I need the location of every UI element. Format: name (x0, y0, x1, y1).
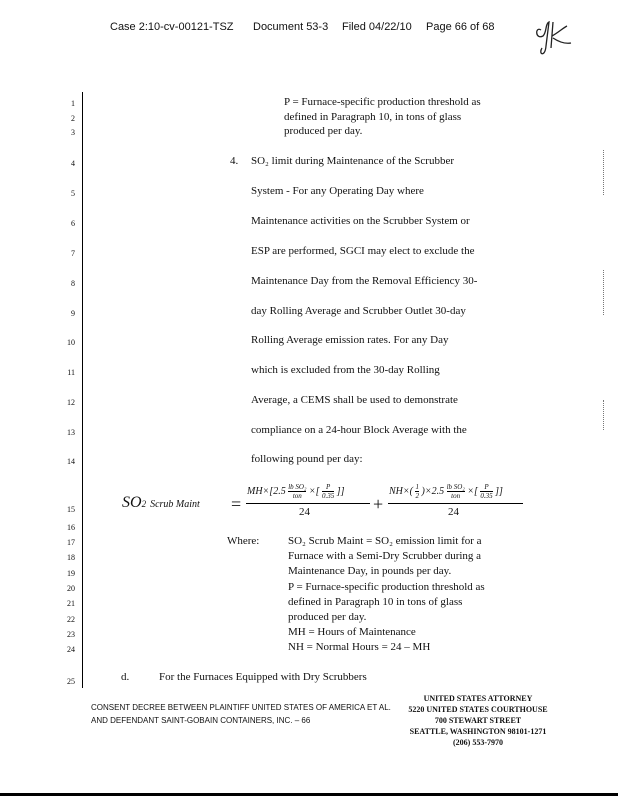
term1-pden: 0.35 (322, 492, 335, 500)
term1-frac-num: lb SO₂ (288, 483, 307, 491)
attorney-address (408, 693, 548, 748)
line-number: 15 (67, 505, 75, 514)
where-line: P = Furnace-specific production threshold as (288, 581, 485, 593)
item-number: 4. (230, 155, 239, 167)
line-number: 20 (67, 584, 75, 593)
where-line: Maintenance Day, in pounds per day. (288, 565, 452, 577)
term2-frac-num: lb SO₂ (446, 483, 465, 491)
term2-p: P (480, 483, 492, 492)
line-number: 1 (71, 99, 75, 108)
footer-caption-line: CONSENT DECREE BETWEEN PLAINTIFF UNITED STATES OF AMERICA ET AL. (91, 703, 391, 712)
term1-denominator: 24 (299, 506, 310, 518)
line-number: 14 (67, 457, 75, 466)
equation-lhs-main: SO (122, 494, 142, 511)
term1-numerator (247, 483, 345, 500)
body-line: Maintenance activities on the Scrubber System or (251, 215, 470, 227)
body-line: produced per day. (284, 125, 363, 137)
equation-equals: = (231, 494, 242, 514)
equation-plus: + (373, 494, 384, 514)
body-line: which is excluded from the 30-day Rolling (251, 364, 440, 376)
term2-times: ×[ (467, 485, 478, 497)
where-line: produced per day. (288, 611, 367, 623)
handwritten-initials (533, 18, 575, 64)
line-number: 18 (67, 553, 75, 562)
where-line: SO₂ Scrub Maint = SO₂ emission limit for a (288, 535, 482, 547)
line-number: 2 (71, 114, 75, 123)
line-number: 25 (67, 677, 75, 686)
line-number: 4 (71, 159, 75, 168)
line-number: 21 (67, 599, 75, 608)
page-indicator: Page 66 of 68 (426, 21, 495, 33)
case-number: Case 2:10-cv-00121-TSZ (110, 21, 234, 33)
term2-num-text: NH×( (389, 485, 413, 497)
line-number: 10 (67, 338, 75, 347)
footer-caption (91, 701, 391, 727)
line-number: 6 (71, 219, 75, 228)
term2-frac-den: ton (451, 492, 461, 500)
term1-close: ]] (336, 485, 345, 497)
line-number: 16 (67, 523, 75, 532)
attorney-line: UNITED STATES ATTORNEY (423, 694, 533, 703)
where-line: Furnace with a Semi-Dry Scrubber during a (288, 550, 482, 562)
term2-numerator (389, 483, 503, 500)
term2-fraction-bar (388, 503, 523, 504)
body-line: compliance on a 24-hour Block Average with the (251, 424, 467, 436)
term1-num-text: MH×[2.5 (247, 485, 286, 497)
document-number: Document 53-3 (253, 21, 329, 33)
line-number: 12 (67, 398, 75, 407)
line-number: 22 (67, 615, 75, 624)
scan-artifact (603, 270, 605, 315)
margin-rule (82, 92, 83, 688)
term2-half-num: 1 (415, 483, 419, 491)
footer-caption-line: AND DEFENDANT SAINT-GOBAIN CONTAINERS, INC. – 66 (91, 716, 311, 725)
scan-artifact (603, 400, 605, 430)
where-line: NH = Normal Hours = 24 – MH (288, 641, 431, 653)
body-line: Rolling Average emission rates. For any Day (251, 334, 449, 346)
term2-close: ]] (495, 485, 503, 497)
line-number: 11 (67, 368, 75, 377)
body-line: following pound per day: (251, 453, 363, 465)
term1-fraction-bar (246, 503, 370, 504)
scan-edge (0, 793, 618, 796)
body-line: Maintenance Day from the Removal Efficiency 30- (251, 275, 478, 287)
term1-frac-den: ton (292, 492, 302, 500)
line-number: 5 (71, 189, 75, 198)
body-line: day Rolling Average and Scrubber Outlet 30-day (251, 305, 466, 317)
body-line: ESP are performed, SGCI may elect to exclude the (251, 245, 475, 257)
line-number: 23 (67, 630, 75, 639)
term1-times: ×[ (308, 485, 320, 497)
line-number: 3 (71, 128, 75, 137)
line-number: 9 (71, 309, 75, 318)
line-number: 13 (67, 428, 75, 437)
line-number: 7 (71, 249, 75, 258)
line-number: 17 (67, 538, 75, 547)
line-number: 24 (67, 645, 75, 654)
attorney-line: 700 STEWART STREET (434, 716, 522, 725)
body-line: P = Furnace-specific production threshold as (284, 96, 481, 108)
equation-lhs-sub2: 2 (141, 499, 147, 509)
equation-lhs-subscript: Scrub Maint (150, 499, 200, 510)
equation-lhs (122, 494, 200, 512)
line-number: 8 (71, 279, 75, 288)
attorney-line: 5220 UNITED STATES COURTHOUSE (408, 705, 548, 714)
term2-mid: )×2.5 (421, 485, 445, 497)
item-d-heading: For the Furnaces Equipped with Dry Scrubbers (159, 671, 367, 683)
body-line: SO₂ limit during Maintenance of the Scrubber (251, 155, 455, 167)
term1-p: P (322, 483, 334, 492)
filed-date: Filed 04/22/10 (342, 21, 412, 33)
scan-artifact (603, 150, 605, 195)
body-line: Average, a CEMS shall be used to demonstrate (251, 394, 458, 406)
term2-denominator: 24 (448, 506, 459, 518)
body-line: defined in Paragraph 10, in tons of glass (284, 111, 462, 123)
attorney-line: SEATTLE, WASHINGTON 98101-1271 (409, 727, 547, 736)
term2-pden: 0.35 (480, 492, 493, 500)
line-number: 19 (67, 569, 75, 578)
where-line: defined in Paragraph 10 in tons of glass (288, 596, 463, 608)
term2-half-den: 2 (415, 492, 419, 500)
attorney-line: (206) 553-7970 (453, 738, 503, 747)
body-line: System - For any Operating Day where (251, 185, 424, 197)
where-label: Where: (227, 535, 260, 547)
item-letter: d. (121, 671, 130, 683)
where-line: MH = Hours of Maintenance (288, 626, 416, 638)
